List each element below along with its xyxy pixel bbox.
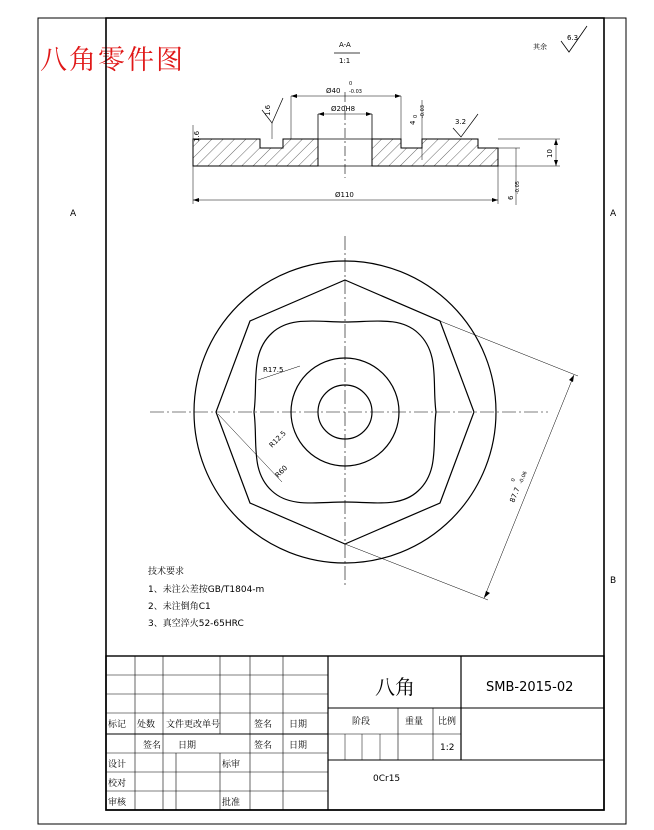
dim-d40-tol-lower: -0.03 — [349, 89, 362, 95]
dim-chamfer: 1.6 — [193, 130, 201, 142]
section-view — [193, 81, 560, 205]
dim-height: 10 — [546, 149, 554, 158]
header-date-3: 日期 — [289, 741, 308, 751]
section-name: A-A — [339, 41, 351, 49]
requirement-item-1: 1、未注公差按GB/T1804-m — [148, 585, 265, 595]
header-review: 审核 — [108, 798, 127, 808]
title-block-text — [108, 675, 573, 808]
dim-width-tol-upper: 0 — [510, 477, 518, 483]
drawing-title-red: 八角零件图 — [40, 45, 185, 76]
requirement-item-2: 2、未注倒角C1 — [148, 602, 211, 612]
requirements-title: 技术要求 — [148, 567, 185, 577]
dim-r12: R12.5 — [267, 429, 288, 450]
plan-view — [150, 236, 578, 600]
dim-thick-main: 6 — [507, 195, 515, 200]
dim-d20: Ø20H8 — [331, 105, 356, 113]
dim-depth-main: 4 — [409, 120, 417, 125]
part-name: 八角 — [375, 675, 415, 699]
header-date-2: 日期 — [178, 741, 197, 751]
requirement-item-3: 3、真空淬火52-65HRC — [148, 619, 244, 629]
dim-r17: R17.5 — [263, 366, 284, 374]
section-scale: 1:1 — [339, 57, 351, 65]
dim-d110: Ø110 — [335, 191, 354, 199]
dim-width: 87.7 — [508, 486, 522, 504]
header-ratio: 比例 — [438, 717, 457, 727]
header-stage: 阶段 — [352, 717, 371, 727]
zone-label-right-a: A — [610, 209, 617, 219]
header-weight: 重量 — [405, 717, 424, 727]
header-sign-3: 签名 — [254, 741, 273, 751]
header-approve: 批准 — [222, 798, 241, 808]
dim-depth-bottom: -0.03 — [420, 105, 426, 118]
dim-r60: R60 — [273, 464, 290, 480]
dim-thick-tol: -0.05 — [515, 181, 521, 194]
header-check: 校对 — [108, 779, 127, 789]
header-mark: 标记 — [108, 720, 127, 730]
header-standard: 标审 — [222, 760, 241, 770]
roughness-rest-value: 6.3 — [567, 34, 579, 42]
section-label — [334, 41, 360, 65]
material: 0Cr15 — [373, 774, 401, 784]
roughness-rest — [533, 26, 587, 52]
roughness-face-value: 3.2 — [455, 118, 467, 126]
header-design: 设计 — [108, 760, 127, 770]
zone-label-left-a: A — [70, 209, 77, 219]
dim-d40: Ø40 — [326, 87, 341, 95]
roughness-rest-label: 其余 — [533, 43, 547, 51]
dim-width-tol-lower: -0.06 — [518, 470, 529, 485]
technical-requirements — [148, 565, 264, 629]
dim-depth-top: 0 — [413, 114, 419, 118]
scale-value: 1:2 — [440, 743, 455, 753]
header-doc-no: 文件更改单号 — [166, 720, 221, 730]
roughness-side-value: 1.6 — [264, 104, 272, 116]
dim-d40-tol-upper: 0 — [349, 81, 353, 87]
drawing-number: SMB-2015-02 — [486, 680, 574, 695]
header-count: 处数 — [137, 720, 156, 730]
header-sign-2: 签名 — [143, 741, 162, 751]
zone-label-right-b: B — [610, 576, 617, 586]
header-sign: 签名 — [254, 720, 273, 730]
header-date: 日期 — [289, 720, 308, 730]
